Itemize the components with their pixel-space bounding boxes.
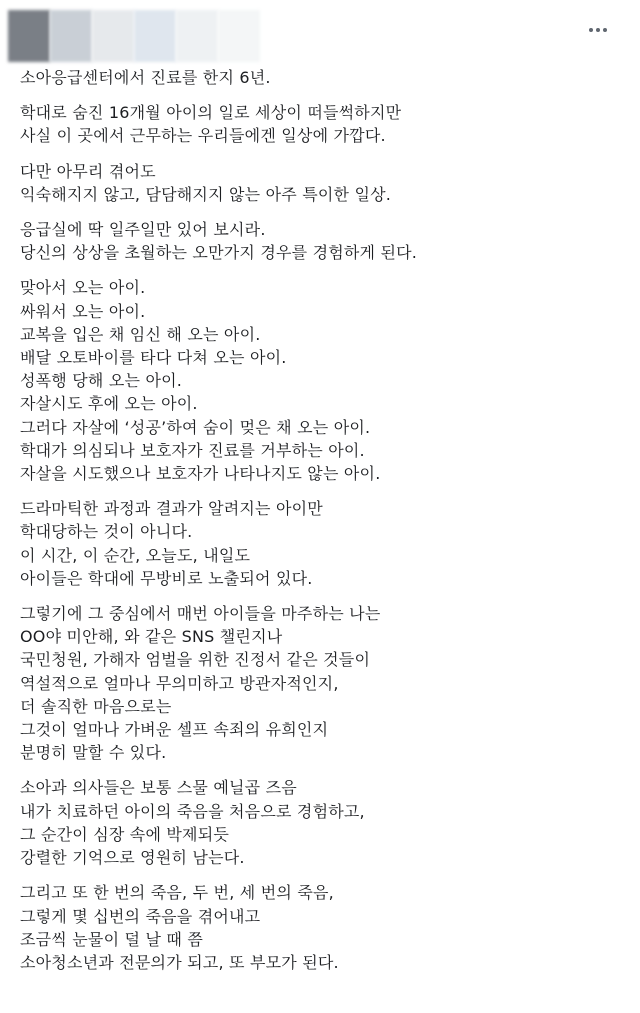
post-text-line: 배달 오토바이를 타다 다쳐 오는 아이. <box>20 348 287 368</box>
more-horizontal-icon <box>589 28 593 32</box>
post-text-line: 학대로 숨진 16개월 아이의 일로 세상이 떠들썩하지만 <box>20 103 402 123</box>
blur-block <box>92 10 134 62</box>
post-text-line: 내가 치료하던 아이의 죽음을 처음으로 경험하고, <box>20 801 365 821</box>
post-text-line: 소아과 의사들은 보통 스물 예닐곱 즈음 <box>20 778 297 798</box>
post-paragraph <box>20 218 620 264</box>
post-paragraph <box>20 276 620 485</box>
post-text-line: 교복을 입은 채 임신 해 오는 아이. <box>20 324 261 344</box>
post-text-line: 조금씩 눈물이 덜 날 때 쯤 <box>20 929 203 949</box>
blur-block <box>134 10 176 62</box>
post-paragraph <box>20 101 620 147</box>
blur-block <box>8 10 50 62</box>
post-text-line: 그렇기에 그 중심에서 매번 아이들을 마주하는 나는 <box>20 604 381 624</box>
post-text-line: 그렇게 몇 십번의 죽음을 겪어내고 <box>20 906 261 926</box>
post-paragraph <box>20 602 620 764</box>
more-horizontal-icon <box>596 28 600 32</box>
blur-block <box>176 10 218 62</box>
post-text-line: 당신의 상상을 초월하는 오만가지 경우를 경험하게 된다. <box>20 243 418 263</box>
post-paragraph <box>20 497 620 590</box>
blur-block <box>218 10 260 62</box>
post-text-line: OO야 미안해, 와 같은 SNS 챌린지나 <box>20 627 283 647</box>
post-text-line: 그리고 또 한 번의 죽음, 두 번, 세 번의 죽음, <box>20 883 334 903</box>
post-text-line: 그 순간이 심장 속에 박제되듯 <box>20 824 230 844</box>
post-paragraph <box>20 776 620 869</box>
post-text-line: 드라마틱한 과정과 결과가 알려지는 아이만 <box>20 499 323 519</box>
post-text-line: 소아응급센터에서 진료를 한지 6년. <box>20 68 271 87</box>
post-paragraph <box>20 66 620 89</box>
more-options-button[interactable] <box>586 20 610 40</box>
more-horizontal-icon <box>603 28 607 32</box>
post-text-line: 분명히 말할 수 있다. <box>20 743 167 763</box>
post-text-line: 사실 이 곳에서 근무하는 우리들에겐 일상에 가깝다. <box>20 126 386 146</box>
post-text-line: 소아청소년과 전문의가 되고, 또 부모가 된다. <box>20 952 339 972</box>
post-text-line: 성폭행 당해 오는 아이. <box>20 371 183 391</box>
post-text-line: 자살시도 후에 오는 아이. <box>20 394 198 414</box>
post-text-line: 이 시간, 이 순간, 오늘도, 내일도 <box>20 545 251 565</box>
post-text-line: 더 솔직한 마음으로는 <box>20 696 172 716</box>
post-text-line: 싸워서 오는 아이. <box>20 301 146 321</box>
post-paragraph <box>20 160 620 206</box>
post-text-line: 강렬한 기억으로 영원히 남는다. <box>20 848 245 868</box>
post-text-line: 자살을 시도했으나 보호자가 나타나지도 않는 아이. <box>20 464 381 484</box>
post-text-line: 학대당하는 것이 아니다. <box>20 522 193 542</box>
post-text-line: 그것이 얼마나 가벼운 셀프 속죄의 유희인지 <box>20 720 329 740</box>
blur-block <box>50 10 92 62</box>
post-text-line: 국민청원, 가해자 엄벌을 위한 진정서 같은 것들이 <box>20 650 371 670</box>
post-header <box>0 0 640 64</box>
post-paragraph <box>20 881 620 974</box>
post-text-line: 그러다 자살에 ‘성공’하여 숨이 멎은 채 오는 아이. <box>20 417 371 437</box>
blurred-author-info <box>8 10 260 62</box>
post-text-line: 학대가 의심되나 보호자가 진료를 거부하는 아이. <box>20 440 365 460</box>
post-text-line: 응급실에 딱 일주일만 있어 보시라. <box>20 220 266 240</box>
post-text-line: 익숙해지지 않고, 담담해지지 않는 아주 특이한 일상. <box>20 184 392 204</box>
post-text-line: 역설적으로 얼마나 무의미하고 방관자적인지, <box>20 673 339 693</box>
post-text-line: 아이들은 학대에 무방비로 노출되어 있다. <box>20 568 313 588</box>
post-text <box>20 66 620 986</box>
post-text-line: 맞아서 오는 아이. <box>20 278 146 298</box>
post-text-line: 다만 아무리 겪어도 <box>20 161 156 181</box>
